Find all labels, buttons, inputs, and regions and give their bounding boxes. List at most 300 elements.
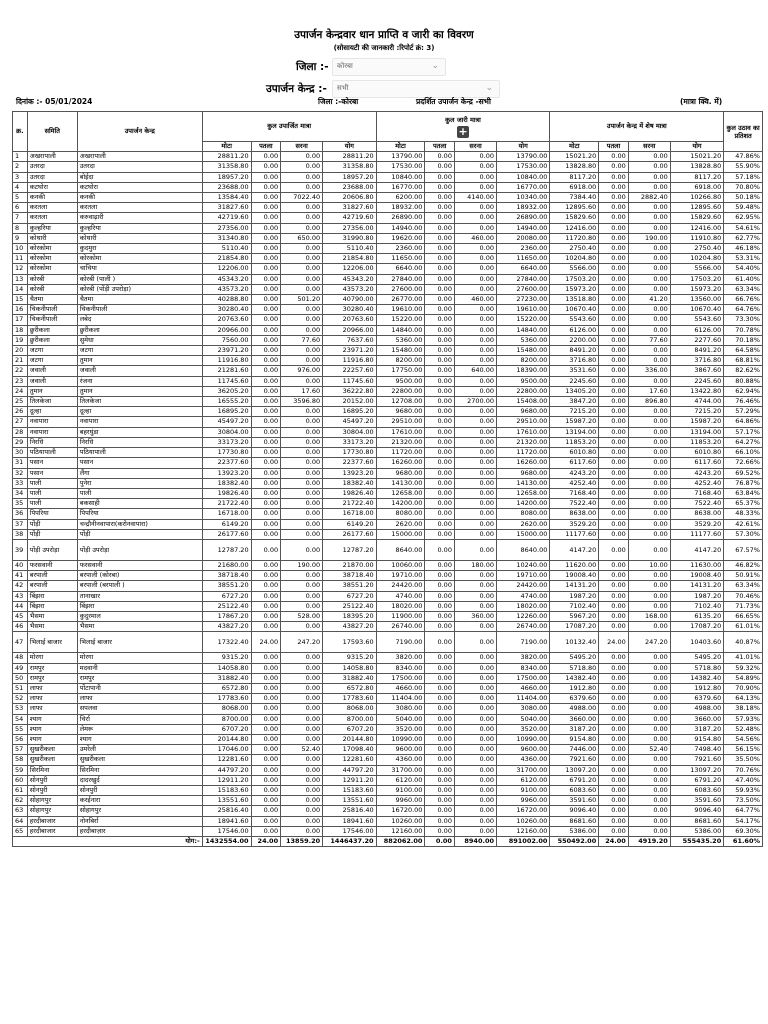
- cell-society: बिंझरा: [27, 591, 77, 601]
- cell-society: करतला: [27, 213, 77, 223]
- cell-sno: 47: [13, 632, 28, 653]
- cell-sno: 20: [13, 346, 28, 356]
- cell-value: 3080.00: [376, 704, 425, 714]
- cell-value: 640.00: [454, 366, 496, 376]
- cell-value: 0.00: [425, 407, 455, 417]
- cell-value: 13518.80: [550, 295, 599, 305]
- cell-value: 0.00: [628, 571, 670, 581]
- cell-society: जटगा: [27, 346, 77, 356]
- cell-centre: भिलाई बाजार: [77, 632, 202, 653]
- subheader-patla: पतला: [599, 142, 629, 152]
- cell-value: 20966.00: [323, 325, 376, 335]
- cell-value: 15000.00: [497, 529, 550, 539]
- table-row: [13, 356, 763, 366]
- cell-value: 7190.00: [376, 632, 425, 653]
- cell-centre: कोरकोमा: [77, 254, 202, 264]
- cell-value: 0.00: [281, 264, 323, 274]
- cell-society: नवापारा: [27, 427, 77, 437]
- cell-percent: 80.88%: [724, 376, 763, 386]
- cell-value: 0.00: [599, 509, 629, 519]
- cell-centre: करईनारा: [77, 796, 202, 806]
- cell-value: 0.00: [251, 611, 281, 621]
- cell-value: 0.00: [251, 152, 281, 162]
- cell-value: 0.00: [281, 478, 323, 488]
- cell-society: कोरकोमा: [27, 264, 77, 274]
- cell-value: 0.00: [599, 775, 629, 785]
- cell-society: हरदीबाजार: [27, 816, 77, 826]
- cell-value: 0.00: [251, 448, 281, 458]
- cell-value: 0.00: [281, 806, 323, 816]
- cell-value: 15973.20: [550, 284, 599, 294]
- cell-sno: 54: [13, 714, 28, 724]
- cell-value: 15987.20: [670, 417, 723, 427]
- cell-value: 0.00: [251, 683, 281, 693]
- cell-value: 0.00: [425, 539, 455, 560]
- cell-value: 16260.00: [376, 458, 425, 468]
- cell-value: 16770.00: [376, 182, 425, 192]
- cell-value: 0.00: [599, 785, 629, 795]
- cell-value: 0.00: [454, 826, 496, 836]
- cell-value: 0.00: [628, 284, 670, 294]
- subheader-patla: पतला: [425, 142, 455, 152]
- cell-value: 17087.20: [550, 622, 599, 632]
- cell-value: 2620.00: [497, 519, 550, 529]
- cell-value: 0.00: [281, 765, 323, 775]
- total-label: योग:-: [13, 837, 203, 847]
- cell-society: कुल्हरिया: [27, 223, 77, 233]
- cell-centre: तिलकेजा: [77, 397, 202, 407]
- cell-value: 0.00: [628, 775, 670, 785]
- cell-value: 460.00: [454, 233, 496, 243]
- cell-value: 7637.60: [323, 335, 376, 345]
- cell-society: सोहागपुर: [27, 806, 77, 816]
- cell-value: 0.00: [425, 356, 455, 366]
- table-row: [13, 305, 763, 315]
- cell-value: 10266.80: [670, 193, 723, 203]
- cell-value: 0.00: [599, 745, 629, 755]
- cell-value: 0.00: [628, 519, 670, 529]
- cell-sno: 59: [13, 765, 28, 775]
- cell-value: 3820.00: [497, 653, 550, 663]
- cell-value: 0.00: [454, 499, 496, 509]
- cell-value: 11630.00: [670, 560, 723, 570]
- table-row: [13, 478, 763, 488]
- table-row: [13, 264, 763, 274]
- cell-value: 41.20: [628, 295, 670, 305]
- cell-value: 13194.00: [670, 427, 723, 437]
- cell-value: 6791.20: [550, 775, 599, 785]
- cell-value: 0.00: [628, 254, 670, 264]
- cell-value: 11910.80: [670, 233, 723, 243]
- cell-percent: 50.18%: [724, 193, 763, 203]
- cell-society: लाफा: [27, 694, 77, 704]
- cell-sno: 15: [13, 295, 28, 305]
- cell-society: कोरबी: [27, 284, 77, 294]
- cell-value: 18390.00: [497, 366, 550, 376]
- report-unit: (मात्रा क्वि. में): [680, 97, 723, 106]
- cell-centre: चाचिया: [77, 264, 202, 274]
- cell-value: 0.00: [454, 519, 496, 529]
- cell-value: 0.00: [251, 397, 281, 407]
- cell-value: 6918.00: [550, 182, 599, 192]
- cell-value: 3529.20: [550, 519, 599, 529]
- cell-value: 0.00: [454, 622, 496, 632]
- cell-centre: जटगा: [77, 346, 202, 356]
- cell-value: 0.00: [281, 734, 323, 744]
- cell-value: 9315.20: [202, 653, 251, 663]
- table-row: [13, 254, 763, 264]
- cell-centre: सुखरीकला: [77, 755, 202, 765]
- cell-value: 22800.00: [376, 386, 425, 396]
- cell-percent: 63.34%: [724, 581, 763, 591]
- cell-value: 18020.00: [497, 601, 550, 611]
- cell-value: 14840.00: [376, 325, 425, 335]
- cell-value: 10840.00: [497, 172, 550, 182]
- cell-value: 9680.00: [376, 407, 425, 417]
- cell-value: 0.00: [281, 775, 323, 785]
- cell-value: 0.00: [599, 704, 629, 714]
- cell-centre: पाली: [77, 488, 202, 498]
- cell-value: 8640.00: [497, 539, 550, 560]
- cell-society: रामपुर: [27, 673, 77, 683]
- cell-value: 10132.40: [550, 632, 599, 653]
- cell-value: 17.60: [628, 386, 670, 396]
- cell-value: 1912.80: [670, 683, 723, 693]
- cell-society: सोनपुरी: [27, 775, 77, 785]
- cell-value: 14382.40: [670, 673, 723, 683]
- cell-value: 21320.00: [497, 437, 550, 447]
- cell-value: 0.00: [599, 315, 629, 325]
- cell-value: 0.00: [425, 315, 455, 325]
- cell-value: 0.00: [281, 796, 323, 806]
- cell-value: 0.00: [599, 233, 629, 243]
- cell-value: 0.00: [599, 694, 629, 704]
- cell-value: 0.00: [454, 417, 496, 427]
- cell-sno: 16: [13, 305, 28, 315]
- cell-value: 0.00: [425, 458, 455, 468]
- cell-value: 0.00: [425, 386, 455, 396]
- cell-value: 28811.20: [202, 152, 251, 162]
- cell-value: 6707.20: [202, 724, 251, 734]
- cell-value: 0.00: [599, 560, 629, 570]
- cell-percent: 57.18%: [724, 172, 763, 182]
- cell-value: 27840.00: [497, 274, 550, 284]
- cell-value: 0.00: [454, 734, 496, 744]
- cell-percent: 59.93%: [724, 785, 763, 795]
- cell-value: 0.00: [425, 694, 455, 704]
- cell-value: 0.00: [425, 397, 455, 407]
- cell-value: 4988.00: [670, 704, 723, 714]
- cell-value: 7102.40: [670, 601, 723, 611]
- cell-centre: तानाखार: [77, 591, 202, 601]
- cell-sno: 14: [13, 284, 28, 294]
- cell-society: पोंड़ी: [27, 529, 77, 539]
- cell-value: 12708.00: [376, 397, 425, 407]
- cell-value: 5495.20: [550, 653, 599, 663]
- cell-value: 0.00: [425, 417, 455, 427]
- cell-value: 0.00: [425, 653, 455, 663]
- cell-value: 0.00: [281, 172, 323, 182]
- cell-value: 11177.60: [550, 529, 599, 539]
- cell-value: 13097.20: [670, 765, 723, 775]
- cell-value: 26177.60: [202, 529, 251, 539]
- cell-sno: 25: [13, 397, 28, 407]
- table-row: [13, 315, 763, 325]
- cell-value: 15480.00: [376, 346, 425, 356]
- cell-value: 24.00: [251, 632, 281, 653]
- cell-sno: 51: [13, 683, 28, 693]
- cell-centre: बोईदा: [77, 172, 202, 182]
- cell-value: 0.00: [281, 601, 323, 611]
- cell-value: 0.00: [425, 244, 455, 254]
- cell-value: 1912.80: [550, 683, 599, 693]
- cell-percent: 69.30%: [724, 826, 763, 836]
- cell-value: 0.00: [628, 274, 670, 284]
- cell-value: 0.00: [251, 366, 281, 376]
- cell-value: 0.00: [454, 601, 496, 611]
- cell-value: 7446.00: [550, 745, 599, 755]
- cell-percent: 57.29%: [724, 407, 763, 417]
- cell-value: 9960.00: [376, 796, 425, 806]
- cell-value: 15220.00: [376, 315, 425, 325]
- cell-value: 0.00: [425, 274, 455, 284]
- cell-value: 0.00: [599, 437, 629, 447]
- table-row: [13, 796, 763, 806]
- table-row: [13, 182, 763, 192]
- cell-percent: 68.81%: [724, 356, 763, 366]
- cell-percent: 52.48%: [724, 724, 763, 734]
- cell-value: 0.00: [251, 172, 281, 182]
- cell-society: श्याग: [27, 724, 77, 734]
- cell-value: 0.00: [628, 213, 670, 223]
- total-value: 4919.20: [628, 837, 670, 847]
- cell-value: 0.00: [454, 213, 496, 223]
- cell-centre: पोंटापानी: [77, 683, 202, 693]
- cell-value: 14058.80: [202, 663, 251, 673]
- cell-value: 24420.00: [497, 581, 550, 591]
- cell-value: 0.00: [281, 213, 323, 223]
- cell-value: 8080.00: [497, 509, 550, 519]
- cell-value: 77.60: [628, 335, 670, 345]
- total-value: 882062.00: [376, 837, 425, 847]
- cell-value: 190.00: [628, 233, 670, 243]
- centre-select[interactable]: [332, 80, 500, 98]
- cell-value: 180.00: [454, 560, 496, 570]
- cell-value: 18020.00: [376, 601, 425, 611]
- cell-value: 7215.20: [670, 407, 723, 417]
- cell-value: 0.00: [454, 407, 496, 417]
- cell-value: 0.00: [599, 152, 629, 162]
- cell-value: 0.00: [281, 305, 323, 315]
- cell-value: 7168.40: [550, 488, 599, 498]
- cell-value: 0.00: [628, 244, 670, 254]
- cell-value: 0.00: [628, 734, 670, 744]
- cell-value: 0.00: [281, 315, 323, 325]
- cell-value: 0.00: [599, 223, 629, 233]
- cell-value: 896.80: [628, 397, 670, 407]
- cell-value: 25816.40: [202, 806, 251, 816]
- cell-value: 16895.20: [202, 407, 251, 417]
- cell-value: 10340.00: [497, 193, 550, 203]
- cell-value: 17546.00: [323, 826, 376, 836]
- table-row: [13, 407, 763, 417]
- cell-value: 0.00: [281, 529, 323, 539]
- cell-value: 360.00: [454, 611, 496, 621]
- cell-value: 0.00: [599, 417, 629, 427]
- cell-value: 0.00: [628, 765, 670, 775]
- cell-centre: चैतमा: [77, 295, 202, 305]
- cell-society: मोरगा: [27, 653, 77, 663]
- cell-society: तुमान: [27, 386, 77, 396]
- cell-value: 0.00: [599, 203, 629, 213]
- cell-society: चैतमा: [27, 295, 77, 305]
- cell-value: 8200.00: [376, 356, 425, 366]
- cell-value: 0.00: [425, 704, 455, 714]
- cell-value: 0.00: [454, 356, 496, 366]
- cell-value: 0.00: [454, 529, 496, 539]
- cell-value: 0.00: [454, 632, 496, 653]
- cell-value: 0.00: [251, 417, 281, 427]
- cell-value: 31882.40: [323, 673, 376, 683]
- cell-value: 13560.00: [670, 295, 723, 305]
- cell-society: छुरीकला: [27, 335, 77, 345]
- cell-value: 0.00: [599, 581, 629, 591]
- cell-sno: 53: [13, 704, 28, 714]
- cell-value: 0.00: [628, 458, 670, 468]
- cell-society: पठियापाली: [27, 448, 77, 458]
- cell-value: 0.00: [454, 468, 496, 478]
- cell-value: 31700.00: [497, 765, 550, 775]
- header-remaining: उपार्जन केन्द्र में शेष मात्रा: [550, 112, 724, 142]
- cell-value: 0.00: [599, 806, 629, 816]
- cell-value: 0.00: [281, 274, 323, 284]
- cell-value: 36222.80: [323, 386, 376, 396]
- cell-value: 12416.00: [550, 223, 599, 233]
- cell-value: 17593.60: [323, 632, 376, 653]
- cell-value: 0.00: [628, 539, 670, 560]
- cell-value: 9500.00: [497, 376, 550, 386]
- cell-value: 247.20: [281, 632, 323, 653]
- cell-sno: 9: [13, 233, 28, 243]
- cell-value: 8068.00: [323, 704, 376, 714]
- cell-value: 0.00: [599, 427, 629, 437]
- cell-value: 0.00: [251, 816, 281, 826]
- table-row: [13, 519, 763, 529]
- cell-value: 3531.60: [550, 366, 599, 376]
- cell-value: 12658.00: [376, 488, 425, 498]
- cell-value: 18957.20: [323, 172, 376, 182]
- table-row: [13, 417, 763, 427]
- cell-centre: चिर्रा: [77, 714, 202, 724]
- cell-percent: 62.94%: [724, 386, 763, 396]
- cell-centre: रंजना: [77, 376, 202, 386]
- cell-centre: नवापारा: [77, 417, 202, 427]
- cell-value: 12416.00: [670, 223, 723, 233]
- cell-value: 0.00: [425, 826, 455, 836]
- cell-value: 0.00: [628, 488, 670, 498]
- cell-society: श्याग: [27, 734, 77, 744]
- cell-centre: बहरघुंडा: [77, 427, 202, 437]
- cell-value: 0.00: [628, 704, 670, 714]
- centre-filter-label: उपार्जन केन्द्र :-: [266, 83, 327, 95]
- cell-sno: 57: [13, 745, 28, 755]
- procurement-table: [12, 111, 763, 847]
- cell-value: 2700.00: [454, 397, 496, 407]
- cell-value: 40790.00: [323, 295, 376, 305]
- cell-value: 0.00: [281, 509, 323, 519]
- cell-value: 38718.40: [323, 571, 376, 581]
- cell-value: 0.00: [599, 519, 629, 529]
- cell-society: दूल्हा: [27, 407, 77, 417]
- cell-value: 0.00: [599, 601, 629, 611]
- cell-value: 0.00: [425, 295, 455, 305]
- table-row: [13, 826, 763, 836]
- cell-value: 17503.20: [670, 274, 723, 284]
- cell-value: 13551.60: [323, 796, 376, 806]
- cell-value: 0.00: [599, 284, 629, 294]
- cell-value: 20152.00: [323, 397, 376, 407]
- cell-value: 0.00: [251, 335, 281, 345]
- cell-value: 6010.80: [550, 448, 599, 458]
- cell-society: पाली: [27, 499, 77, 509]
- cell-society: फरसवानी: [27, 560, 77, 570]
- cell-value: 0.00: [281, 704, 323, 714]
- cell-value: 7921.60: [670, 755, 723, 765]
- cell-value: 0.00: [251, 560, 281, 570]
- centre-select-value: सभी: [337, 84, 349, 92]
- cell-value: 31827.60: [202, 203, 251, 213]
- cell-value: 0.00: [628, 755, 670, 765]
- cell-value: 0.00: [281, 694, 323, 704]
- cell-value: 0.00: [251, 488, 281, 498]
- cell-value: 22800.00: [497, 386, 550, 396]
- cell-value: 10403.60: [670, 632, 723, 653]
- cell-value: 247.20: [628, 632, 670, 653]
- cell-percent: 46.18%: [724, 244, 763, 254]
- cell-value: 9315.20: [323, 653, 376, 663]
- cell-value: 0.00: [599, 244, 629, 254]
- cell-centre: कुदमुरा: [77, 244, 202, 254]
- cell-value: 0.00: [628, 162, 670, 172]
- cell-value: 0.00: [425, 152, 455, 162]
- cell-value: 17098.40: [323, 745, 376, 755]
- cell-value: 0.00: [454, 448, 496, 458]
- cell-value: 7522.40: [550, 499, 599, 509]
- cell-value: 22257.60: [323, 366, 376, 376]
- cell-sno: 52: [13, 694, 28, 704]
- cell-value: 0.00: [425, 172, 455, 182]
- district-select[interactable]: [332, 58, 446, 76]
- cell-value: 0.00: [628, 437, 670, 447]
- cell-centre: बरपाली (कोरबा): [77, 571, 202, 581]
- cell-value: 12911.20: [202, 775, 251, 785]
- plus-icon[interactable]: +: [458, 124, 468, 138]
- cell-value: 0.00: [251, 755, 281, 765]
- cell-centre: करतला: [77, 203, 202, 213]
- cell-value: 0.00: [599, 448, 629, 458]
- total-value: 8940.00: [454, 837, 496, 847]
- table-row: [13, 274, 763, 284]
- cell-value: 14200.00: [497, 499, 550, 509]
- cell-society: अखरापाली: [27, 152, 77, 162]
- cell-value: 0.00: [454, 785, 496, 795]
- cell-value: 30804.00: [323, 427, 376, 437]
- cell-value: 30280.40: [323, 305, 376, 315]
- table-row: [13, 653, 763, 663]
- cell-sno: 21: [13, 356, 28, 366]
- cell-percent: 47.86%: [724, 152, 763, 162]
- cell-value: 3716.80: [670, 356, 723, 366]
